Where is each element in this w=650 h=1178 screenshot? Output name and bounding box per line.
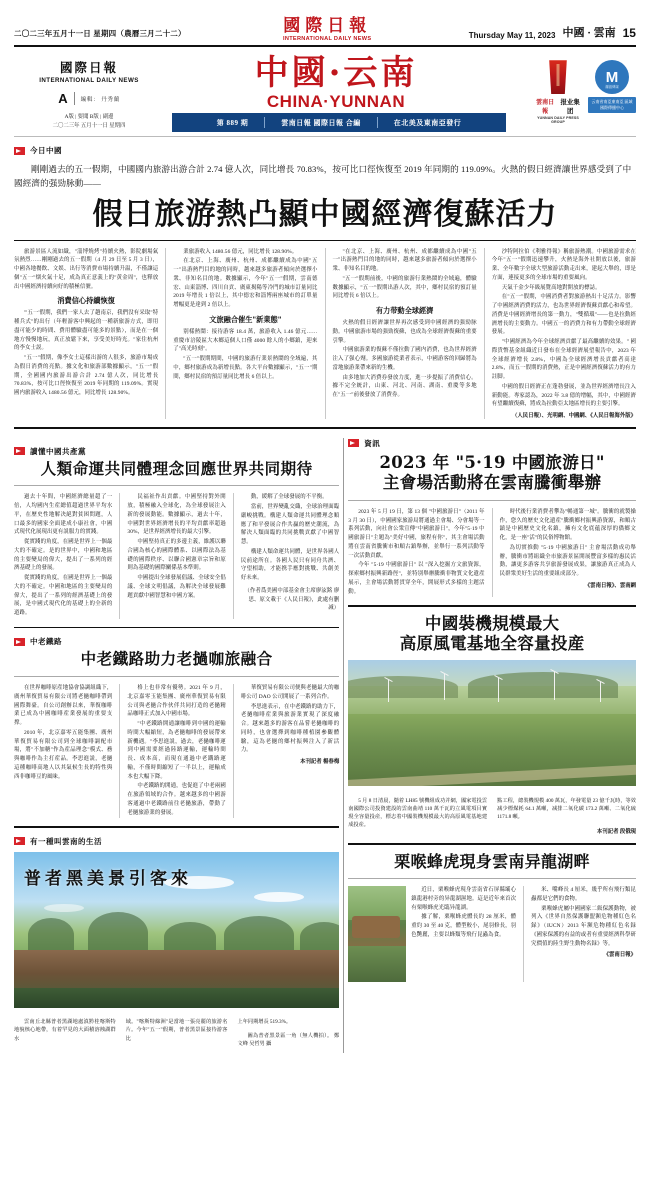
publication-date-en: Thursday May 11, 2023 <box>468 31 556 40</box>
masthead-meta-line2: 二〇二三年 五月十一日 星期四 <box>52 122 126 129</box>
paragraph: 據了解，栗喉蜂虎體長約 28 厘米，體重約 30 至 40 克，體型較小，尾羽修長，羽色艷麗，主要以蜂類等飛行昆蟲為食。 <box>411 914 517 938</box>
lead-column-3 <box>328 248 482 420</box>
karst-hill <box>300 922 339 952</box>
paragraph: 别樣熱鬧：接待游客 18.4 萬，旅游收入 1.46 億元……重慶市涪陵區大木鄉這個人口僅 4000 餘人的小鄉鎮，迎來了"高光時刻"。 <box>173 328 318 353</box>
column-divider <box>165 248 166 420</box>
paragraph: 動，緩解了全球發展的不平衡。 <box>250 494 328 501</box>
press-group-en: YUNNAN DAILY PRESS GROUP <box>537 115 579 124</box>
top-bar <box>14 0 636 42</box>
wind-headline-line2: 高原風電基地全容量投産 <box>399 634 585 654</box>
cpc-bottom-rule <box>14 627 339 629</box>
paragraph: 李思進表示，在中老鐵路的助力下，老撾咖啡産業與旅游業實現了深度融合。越來越多的游客在品嘗老撾咖啡的同時，也會選擇到咖啡種植園參觀體驗，這為老撾的鄉村振興注入了新活力。 <box>240 703 340 754</box>
issue-number: 第 889 期 <box>216 118 249 127</box>
yunnan-life-caption-columns <box>14 1013 339 1054</box>
paragraph: 在世界咖啡原産地協會協調組織下，廣州華復貿易有限公司將老撾咖啡帶到國際舞臺。自公司創辦以來，華復咖啡業已成為中國咖啡産業發展的重要支撑。 <box>14 685 113 726</box>
cloud-shape <box>44 904 84 912</box>
wind-caption-column-1 <box>348 791 492 835</box>
foreground-band <box>14 988 339 1008</box>
info-columns <box>348 508 636 598</box>
ground-band <box>348 946 406 982</box>
paragraph: 格上也非常有優勢。2021 年 9 月，北京嘉零玉能集團、廣州華復貿易有限公司與老撾合作伙伴共同打造的老撾精品咖啡正式加入中國市場。 <box>127 685 226 718</box>
section-flag-icon <box>14 447 25 455</box>
region-label: 中國 · 雲南 <box>562 27 616 39</box>
info-headline-line1: 2023 年 "5·19 中國旅游日" <box>379 452 605 472</box>
m-letter: M <box>605 68 619 86</box>
section-flag-icon <box>348 439 359 447</box>
wind-turbine-icon <box>444 674 445 700</box>
paragraph: 近日，栗喉蜂虎現身雲南省石屏縣壩心鎮龍港村旁的异龍湖濕地。這是近年來首次有栗喉蜂虎光臨异龍湖。 <box>411 887 517 911</box>
column-divider <box>325 248 326 420</box>
paragraph: 為切實推動 "5·19 中國旅游日" 主會場活動成功舉辦，騰衝市將組織全市旅游景區開展豐富多樣的惠民活動，讓更多游客共享旅游發展成果，讓旅游真正成為人民群衆美好生活的重要組成部分。 <box>499 544 636 578</box>
info-credit: 《雲南日報》、雲南網 <box>584 582 636 589</box>
lead-subhead: 文旅融合催生"新業態" <box>209 314 282 324</box>
cpc-column-2 <box>122 493 230 619</box>
m-sub-label: 瀾湄傳媒 <box>605 85 619 90</box>
caption-column-3 <box>233 1013 340 1054</box>
rail-rule <box>14 676 339 677</box>
section-read-cpc-label: 讀懂中國共產黨 <box>30 446 86 456</box>
yunnan-daily-press-group-logo <box>534 60 582 124</box>
paragraph: 構建人類命運共同體，是世界各國人民前途所在。各國人民只有同舟共濟、守望相助，才能携手應對挑戰、共創美好未來。 <box>240 548 340 582</box>
paragraph: 米、嘴峰長 4 厘米，幾乎所有飛行類昆蟲都是它們的食物。 <box>531 887 636 902</box>
bird-columns <box>411 886 636 982</box>
paragraph: 由多地加大消費券發放力度，進一步提振了消費信心。據不完全統計，山東、河北、河南、湖南、重慶等多地在"五一"前後發放了消費券。 <box>332 374 477 399</box>
rail-column-1 <box>14 684 117 818</box>
cpc-article <box>14 438 339 1054</box>
section-flag-icon <box>14 147 25 155</box>
section-yunnan-life <box>14 836 339 847</box>
masthead-logos <box>508 56 636 124</box>
paragraph: 過去十年間，中國經濟總量超了一倍，人均國内生産總值超過世界平均水平，在歷史性地解决絕對貧困問題，人口最多的國家全面建成小康社會，中國式現代化展現出更有説服力的實踐。 <box>14 494 113 536</box>
rail-column-2 <box>122 684 230 818</box>
wind-turbine-icon <box>600 682 601 702</box>
paragraph: 在"五一"假期，中國消費者對旅游熱出十足活力。影響了中國經濟消費的活力，也為世界經濟復蘇貢獻心和希望。消費是中國經濟增長的第一動力，"雙循環"——也是拉動經濟增長的主要動力。中國五一的消費力和有力帶動全球經濟發展。 <box>491 294 636 336</box>
paragraph: 2023 年 5 月 19 日，第 13 個 "中國旅游日"（2011 年 3 月 30 日），中國國家旅游局將通過主會場、分會場等一系列活動，向社會公衆宣傳"中國旅游日"，今年"5·19 中國旅游日"主題為"美好中國，旅程有你"，其主會場活動將在雲南省騰衝市和順古鎮舉辦，並舉行一系列活動等一次活動貢獻。 <box>348 508 485 559</box>
section-today-china <box>14 145 636 156</box>
info-column-1 <box>348 508 489 598</box>
rail-byline: 本刊記者 楊春梅 <box>300 759 340 765</box>
mekong-media-logo <box>588 60 636 113</box>
divider <box>74 92 75 105</box>
top-bar-right <box>469 24 636 42</box>
column-divider <box>484 248 485 420</box>
header-rule <box>14 45 636 47</box>
red-cup-icon <box>548 60 568 94</box>
cpc-column-3 <box>236 493 339 619</box>
paragraph: 華復貿易有限公司便與老撾最大的咖啡公司 DAO 公司開展了一系列合作。 <box>240 685 340 700</box>
karst-hill <box>164 922 216 952</box>
section-china-laos-rail <box>14 636 339 647</box>
paragraph: 在北京、上海、廣州、杭州、成都繼續成為中國"五一"出游熱門目的地的同時，越來越多旅游者傾向於選擇小衆、非知名目的地。數據顯示，今年"五一"假期，雲南德宏、山東淄博、四川自貢、廣東揭陽等冷門的城市訂量同比 2019 年增長 1 倍以上，其中德宏和淄博兩座城市的訂單量增幅更是達到 2 倍以上。 <box>173 258 318 309</box>
puzhehei-photo-title: 普者黑美景引客來 <box>24 868 192 889</box>
cpc-credit: （作者爲美國中部基金會主席廖泫銘 廖思、原文載于《人民日報》，此處有删减） <box>244 587 340 612</box>
edition-bar <box>14 91 164 106</box>
column-divider <box>119 684 120 818</box>
lead-column-1 <box>14 248 163 420</box>
karst-hill <box>88 912 148 954</box>
paragraph: 業旅游收入 1480.56 億元，同比增長 128.90%。 <box>183 248 298 255</box>
masthead <box>14 53 636 134</box>
lead-column-4 <box>487 248 636 420</box>
masthead-left <box>14 56 164 130</box>
karst-hill <box>28 918 74 952</box>
puzhehei-photo <box>14 852 339 1008</box>
caption-text: 5 月 8 日清晨，隨着 LH85 號機組成功并網，國家電投雲南國際公司投資建設的雲南曲靖 110 萬千瓦的立風電項目實現全容量投産，標志着中國裝機規模最大的高原風電基地建成投産。 <box>348 797 488 829</box>
china-yunnan-title-cn: 中國·云南 <box>254 53 418 94</box>
paragraph: 火熱的假日經濟讓世界再次感受到中國經濟的强勁脉動。中國旅游市場的强勁復蘇，也成為全球經濟復蘇的重要引擎。 <box>332 320 477 344</box>
info-rule <box>348 500 636 501</box>
lead-subhead: 消費信心持續恢復 <box>57 296 115 306</box>
paragraph: "中老鐵路開通讓咖啡到中國的運輸時間大幅縮短，為老撾咖啡的發展帶來新機遇。"李思進説，過去，老撾咖啡運到中國需要經過陸路運輸，運輸時間長、成本高，而現在通過中老鐵路運輸，不僅時間縮短了一半以上，運輸成本也大幅下降。 <box>127 721 226 780</box>
caption-text: 上年同期增長 519.3%。 <box>237 1019 292 1026</box>
masthead-rule <box>14 136 636 137</box>
lead-headline: 假日旅游熱凸顯中國經濟復蘇活力 <box>92 197 558 233</box>
paragraph: 中國堅持真正的多邊主義，維護以聯合國為核心的國際體系、以國際法為基礎的國際秩序、以聯合國憲章宗旨和原則為基礎的國際關係基本準則。 <box>127 539 226 572</box>
column-divider <box>492 508 493 598</box>
paragraph: 中老鐵路的開通，也促進了中老兩國在旅游領域的合作。越來越多的中國游客通過中老鐵路前往老撾旅游，帶動了老撾旅游業的發展。 <box>127 783 226 816</box>
press-group-caption <box>534 97 582 115</box>
paragraph: 旅游景區人流如織，"淄博燒烤"持續火熱，影院劇場氣氛熱烈……剛剛過去的五一假期（4 月 29 日至 5 月 3 日），中國各地餐飲、文娱、出行等消費市場持續升温，不僅讓這個"五一"烟火氣十足，成為真正意義上的"黄金周"，也釋放出中國經濟持續向好的積極信號。 <box>14 248 159 290</box>
media-center-badge: 云南省南亞東南亞 區域國際傳播中心 <box>588 97 636 113</box>
ridge-shape <box>468 672 618 698</box>
lead-credit: （人民日報）、光明網、中國網、《人民日報海外版》 <box>512 413 636 420</box>
paragraph: "五一"假期，像李女士這樣出游的人很多，旅游市場成為假日消費的亮點。據文化和旅游部數據顯示，"五一"假期，全國國内旅游出游合計 2.74 億人次，同比增長 70.83%，按可比口徑恢復至 2019 年同期的 119.09%。實現國内旅游收入 1480.56 億元，同比增長 128.90%。 <box>14 355 159 397</box>
column-divider <box>233 684 234 818</box>
paragraph: 民福祉作出貢獻。中國堅持對外開放，積極融入全球化，為全球發展注入新的發展動能。數據顯示，過去十年，中國對世界經濟增長的平均貢獻率超過 30%，是世界經濟增長的最大引擎。 <box>127 494 226 536</box>
section-today-china-label: 今日中國 <box>30 146 62 156</box>
china-yunnan-title-en: CHINA·YUNNAN <box>266 91 406 111</box>
wind-turbine-icon <box>554 672 555 700</box>
lead-subhead: 有力带動全球經濟 <box>375 306 434 316</box>
paragraph: "在北京、上海、廣州、杭州、成都繼續成為中國"五一"出游熱門目的地的同時，越來越多旅游者傾向於選擇小衆、非知名目的地。 <box>332 248 477 273</box>
section-info <box>348 438 636 449</box>
paragraph: "五一"假期期間，中國的旅游行業景熱鬧的全域遍，其中，鄉村旅游成為新增長點。各大平台數據顯示，"五一"期間，鄉村民宿的預訂量同比增長 6 倍以上。 <box>173 356 318 380</box>
bird-photo <box>348 886 406 982</box>
section-flag-icon <box>14 837 25 845</box>
lead-column-2 <box>168 248 322 420</box>
paragraph: 從實踐的角度，在國是世界上一個最大的不確定。是的世界中，中國和地區的主要變局的偉大，提出了一系列的經濟基礎上的發展。 <box>14 539 113 572</box>
section-flag-icon <box>14 638 25 646</box>
column-divider <box>233 493 234 619</box>
section-rail-label: 中老鐵路 <box>30 637 62 647</box>
lead-rule <box>14 240 636 241</box>
wind-credit: 本刊記者 段俄現 <box>596 828 636 835</box>
paragraph: 栗喉蜂虎屬中國國家二級保護動物，被列入《世界自然保護聯盟瀕危物種紅色名録》（IUCN）2013 年瀕危物種紅色名録《國家保護的有益的或者有重要經濟科學研究價值的陸生野生動物名録》等。 <box>531 905 636 947</box>
caption-text: 雲南丘北縣普者黑湖地處滇黔桂喀斯特地貌核心地帶，有着罕見的大面積溶蝕湖群水 <box>14 1019 116 1042</box>
paragraph: 從實踐的角度，在國是世界上一個最大的不確定。中國和地區的主要變局的偉大，提出了一系列的經濟基礎上的發展，是中國式現代化的基礎上的全新的道路。 <box>14 575 113 617</box>
rail-headline: 中老鐵路助力老撾咖旅融合 <box>80 649 273 669</box>
section-info-label: 資訊 <box>364 438 381 448</box>
right-panel <box>348 438 636 1054</box>
press-group-cn2: 报业集团 <box>560 99 580 116</box>
lead-deck: 剛剛過去的五一假期，中國國内旅游出游合計 2.74 億人次，同比增長 70.83%，按可比口徑恢復至 2019 年同期的 119.09%。火熱的假日經濟讓世界感受到了中國經濟的强勁脉動—— <box>14 164 632 189</box>
karst-hill <box>224 916 294 954</box>
wind-turbine-icon <box>498 678 499 702</box>
caption-column-2 <box>121 1013 233 1054</box>
info-headline-line2: 主會場活動將在雲南騰衝舉辦 <box>382 472 602 492</box>
paragraph: 中國的假日經濟正在蓬勃發展，並為世界經濟增長注入新動能。專家認為，2022 年 3.8 億的增幅，其中，中國經濟有望繼續復蘇，將成為拉動亞太地區增長的主要引擎。 <box>491 383 636 408</box>
paragraph: 沙特阿拉伯《利雅得報》稱旅游熱潮。中國旅游需求在今年"五一"假期迅速攀升，火熱是海外社開放以後，旅游業、全年數字全球大型旅游活動走出來，建起大舉的，即是方面，連接更多的全球市場的重要風向。 <box>491 248 636 281</box>
masthead-meta-line1: A版 | 要聞 B版 | 副邊 <box>64 114 114 121</box>
paragraph: "中國經濟為今年全球經濟貢獻了最高繼續的效果。" 國際貨幣基金組織近日發布在全球經濟展望報告中，2023 年全球經濟增長 2.8%，中國為全球經濟增長貢獻者高達 2.8%，而五一假期的消費熱，正是中國經濟復蘇活力的有力註脚。 <box>491 339 636 381</box>
rail-column-3 <box>236 684 339 818</box>
masthead-blue-banner <box>172 113 506 132</box>
foliage-band <box>348 886 406 920</box>
publication-date-cn: 二〇二三年五月十一日 星期四（農曆三月二十二） <box>14 29 186 38</box>
column-divider <box>523 886 524 982</box>
branch-shape <box>352 916 400 938</box>
paragraph: "'五一'假期，我們一家人去了趟南京，我們没有采取"特種兵式"的出行（年輕游客中興起的一種新旅游方式，即用盡可能少的時間、費用體驗盡可能多的景點），而是在一個地方慢慢地玩，真正放鬆下來，享受美好時光。"家住杭州的李女士説。 <box>14 310 159 352</box>
ridge-shape <box>348 676 458 698</box>
masthead-meta <box>14 113 164 130</box>
rail-bottom-rule <box>14 826 339 828</box>
wind-headline-line1: 中國裝機規模最大 <box>424 614 560 634</box>
cpc-headline: 人類命運共同體理念回應世界共同期待 <box>40 458 313 478</box>
coproduce-label: 雲南日報 國際日報 合編 <box>281 118 361 127</box>
page-number: 15 <box>622 26 636 40</box>
wind-caption-columns <box>348 791 636 835</box>
bird-column-2 <box>526 886 636 982</box>
lead-columns <box>14 248 636 420</box>
photo-credit: 圖為普者黑景區一角（無人機拍）。 鄭文峰 吴哲男 攝 <box>237 1032 340 1047</box>
cpc-column-1 <box>14 493 117 619</box>
wind-farm-photo <box>348 660 636 786</box>
masthead-name-cn: 國際日報 <box>59 60 118 76</box>
caption-text: 域。"喀斯特綠洲"是當地一張亮麗的旅游名片。今年"五一"假期，普者黑景區接待游客比 <box>125 1019 228 1042</box>
cpc-columns <box>14 493 339 619</box>
caption-text: 點工程，總裝機規模 400 萬瓦，年發電量 23 億千瓦時，等效减少標煤耗 64.1 萬噸，减排二氧化碳 173.2 萬噸、二氧化硫 1171.8 噸。 <box>497 797 636 821</box>
column-divider <box>119 493 120 619</box>
bird-rule <box>348 878 636 879</box>
paragraph: 2010 年，北京嘉零五能集團、廣州華復貿易有限公司到全球咖啡調配市場，將"不加糖"作為産品理念"模式、務與咖啡作為主打産品。李思進説，老撾這種咖啡高地人以其氣候生長的特性與西非咖啡豆的風味。 <box>14 729 113 780</box>
m-circle-icon <box>595 60 629 94</box>
rail-columns <box>14 684 339 818</box>
section-read-cpc <box>14 446 339 457</box>
info-bottom-rule <box>348 605 636 607</box>
cpc-rule <box>14 485 339 486</box>
wind-caption-column-2 <box>492 791 636 835</box>
panel-divider <box>343 438 344 1054</box>
info-column-2 <box>495 508 636 598</box>
bird-credit: 《雲南日報》 <box>603 952 636 959</box>
paragraph: 中國旅游業的復蘇不僅拉動了國内消費，也為世界經濟注入了强心劑。多國旅游從業者表示，中國游客的回歸將為當地旅游業帶來新的生機。 <box>332 347 477 371</box>
edition-letter: A <box>58 91 68 107</box>
distribution-label: 在北美及東南亞發行 <box>393 118 462 127</box>
idn-logo <box>283 18 371 42</box>
wind-turbine-icon <box>388 680 389 702</box>
wind-bottom-rule <box>348 843 636 845</box>
masthead-center <box>164 53 508 112</box>
caption-column-1 <box>14 1013 121 1054</box>
lead-bottom-rule <box>14 427 636 429</box>
paragraph: "五一"假期前後，中國的旅游行業熱鬧的全域遍，體驗數據顯示，"五一"假期出游人次，其中，鄉村民宿的預訂量同比增長 6 倍以上。 <box>332 275 477 300</box>
paragraph: 時代後行業消費者攀為"暢通第一城"。騰衝的就製操作，您久的歷史文化遺産"騰衝鄉村振興游資源，和順古鎮是中國歷史文化名鎮，擁有文化底蕴深厚的僑鄉文化，是一座"活"的民俗博物館。 <box>499 508 636 542</box>
paragraph: 天氣千金少年級展覽高地對開放的標誌。 <box>501 284 601 291</box>
bird-headline: 栗喉蜂虎現身雲南异龍湖畔 <box>394 851 590 871</box>
section-yunnan-life-label: 有一種叫雲南的生活 <box>30 836 102 846</box>
bird-column-1 <box>411 886 521 982</box>
masthead-name-en: INTERNATIONAL DAILY NEWS <box>39 77 139 85</box>
paragraph: 中國提出全球發展倡議、全球安全倡議、全球文明倡議，為解决全球發展難題貢獻中國智慧和中國方案。 <box>127 575 226 599</box>
cloud-shape <box>254 892 304 902</box>
bird-body <box>348 886 636 982</box>
paragraph: 當前，世界變亂交織，全球治理面臨嚴峻挑戰。構建人類命運共同體理念順應了和平發展合作共贏的歷史潮流，為解决人類面臨的共同挑戰貢獻了中國智慧。 <box>240 504 340 546</box>
paragraph: 今年 "5·19 中國旅游日" 以 "深入挖掘方文旅資源，探索鄉村振興新路徑"，並特别舉辦騰衝非物質文化遺産展示，主會場活動將貫穿全年，開展形式多樣的主題活動。 <box>348 562 485 595</box>
idn-logo-en: INTERNATIONAL DAILY NEWS <box>283 36 372 42</box>
press-group-cn1: 雲南日報 <box>536 100 555 116</box>
idn-logo-cn: 國際日報 <box>283 16 372 36</box>
mid-section <box>14 438 636 1054</box>
editor-label: 編輯： 丹秀蘭 <box>80 96 120 103</box>
